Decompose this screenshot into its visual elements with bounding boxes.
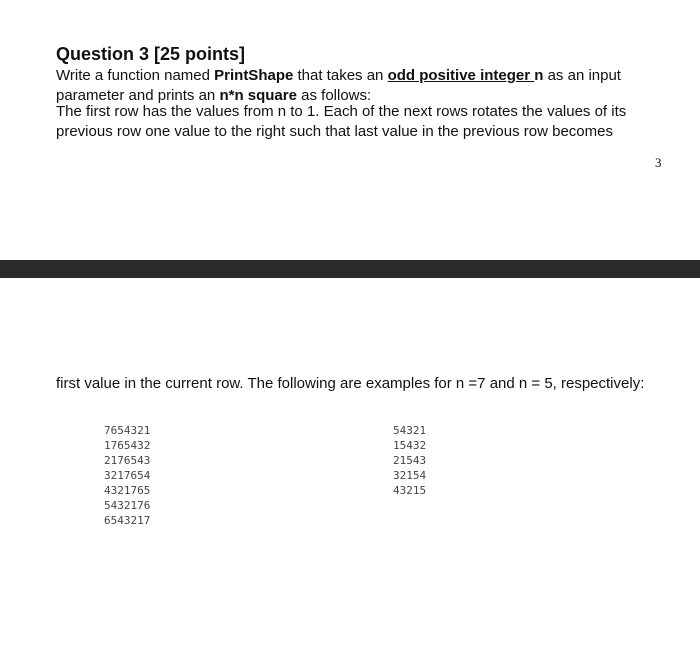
example-row: 7654321 (104, 424, 151, 437)
question-paragraph-1 (56, 66, 666, 106)
question-paragraph-3: first value in the current row. The following are examples for n =7 and n = 5, respectively: (56, 375, 645, 392)
example-row: 15432 (393, 439, 427, 452)
example-row: 43215 (393, 484, 427, 497)
question-title: Question 3 [25 points] (56, 44, 246, 64)
page-divider (0, 260, 700, 278)
question-paragraph-2: The first row has the values from n to 1. Each of the next rows rotates the values of its previous row one value to the right such that last value in the previous row becomes (56, 103, 627, 140)
example-row: 4321765 (104, 484, 151, 497)
text-segment: as an input parameter and prints an (56, 67, 621, 104)
n-term: n (534, 67, 544, 84)
example-row: 6543217 (104, 514, 151, 527)
example-n5 (393, 423, 426, 498)
example-row: 3217654 (104, 469, 151, 482)
page-number: 3 (655, 155, 662, 170)
odd-positive-integer-term: odd positive integer (387, 67, 535, 84)
text-segment: as follows: (296, 87, 372, 104)
function-name: PrintShape (214, 67, 294, 84)
example-row: 1765432 (104, 439, 151, 452)
example-row: 5432176 (104, 499, 151, 512)
example-n7 (104, 423, 150, 528)
example-row: 32154 (393, 469, 427, 482)
example-row: 2176543 (104, 454, 151, 467)
example-row: 21543 (393, 454, 427, 467)
square-term: n*n square (219, 87, 297, 104)
example-row: 54321 (393, 424, 427, 437)
text-segment: Write a function named (56, 67, 215, 84)
text-segment: that takes an (293, 67, 388, 84)
